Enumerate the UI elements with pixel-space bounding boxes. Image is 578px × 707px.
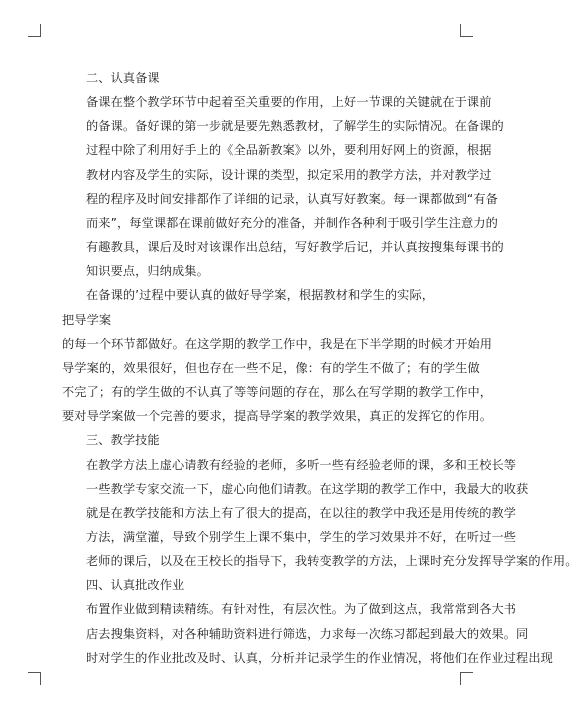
text-line: 布置作业做到精读精练。有针对性，有层次性。为了做到这点，我常常到各大书 xyxy=(86,602,517,617)
paragraph-lesson-plan-intro: 在备课的’过程中要认真的做好导学案，根据教材和学生的实际，把导学案 xyxy=(62,288,435,327)
text-line: 知识要点，归纳成集。 xyxy=(86,264,209,279)
text-line: 店去搜集资料，对各种辅助资料进行筛选，力求每一次练习都起到最大的效果。同 xyxy=(86,626,529,641)
document-page xyxy=(62,66,578,670)
paragraph-homework xyxy=(62,597,553,669)
text-line: 不完了；有的学生做的不认真了等等问题的存在，那么在写学期的教学工作中， xyxy=(62,385,493,400)
text-line: 有趣教具，课后及时对该课作出总结，写好教学后记，并认真按搜集每课书的 xyxy=(86,240,504,255)
text-line: 而来”，每堂课都在课前做好充分的准备，并制作各种利于吸引学生注意力的 xyxy=(86,215,498,230)
crop-mark-top-left xyxy=(28,24,41,37)
paragraph-lesson-plan xyxy=(62,332,493,429)
text-line: 的备课。备好课的第一步就是要先熟悉教材，了解学生的实际情况。在备课的 xyxy=(86,119,504,134)
text-line: 导学案的，效果很好，但也存在一些不足，像：有的学生不做了；有的学生做 xyxy=(62,360,480,375)
paragraph-preparation xyxy=(62,90,504,283)
text-line: 在教学方法上虚心请教有经验的老师，多听一些有经验老师的课，多和王校长等 xyxy=(86,457,517,472)
crop-mark-bottom-left xyxy=(28,672,41,685)
text-line: 时对学生的作业批改及时、认真，分析并记录学生的作业情况，将他们在作业过程出现 xyxy=(86,650,553,665)
text-line: 就是在教学技能和方法上有了很大的提高，在以往的教学中我还是用传统的教学 xyxy=(86,505,517,520)
text-line: 过程中除了利用好手上的《全品新教案》以外，要利用好网上的资源，根据 xyxy=(86,143,492,158)
text-line: 老师的课后，以及在王校长的指导下，我转变教学的方法，上课时充分发挥导学案的作用。 xyxy=(86,554,578,569)
text-line: 方法，满堂灌，导致个别学生上课不集中，学生的学习效果并不好，在听过一些 xyxy=(86,529,517,544)
text-line: 的每一个环节都做好。在这学期的教学工作中，我是在下半学期的时候才开始用 xyxy=(62,336,493,351)
text-line: 教材内容及学生的实际，设计课的类型，拟定采用的教学方法，并对教学过 xyxy=(86,167,492,182)
crop-mark-top-right xyxy=(460,24,473,37)
crop-mark-bottom-right xyxy=(460,672,473,685)
paragraph-teaching-skills xyxy=(62,453,578,574)
text-line: 要对导学案做一个完善的要求，提高导学案的教学效果，真正的发挥它的作用。 xyxy=(62,409,493,424)
section-heading-preparation: 二、认真备课 xyxy=(86,71,160,85)
section-heading-homework: 四、认真批改作业 xyxy=(86,578,185,593)
text-line: 程的程序及时间安排都作了详细的记录，认真写好教案。每一课都做到“有备 xyxy=(86,191,498,206)
section-heading-teaching-skills: 三、教学技能 xyxy=(86,433,160,448)
text-line: 备课在整个教学环节中起着至关重要的作用，上好一节课的关键就在于课前 xyxy=(86,95,492,110)
text-line: 一些教学专家交流一下，虚心向他们请教。在这学期的教学工作中，我最大的收获 xyxy=(86,481,529,496)
